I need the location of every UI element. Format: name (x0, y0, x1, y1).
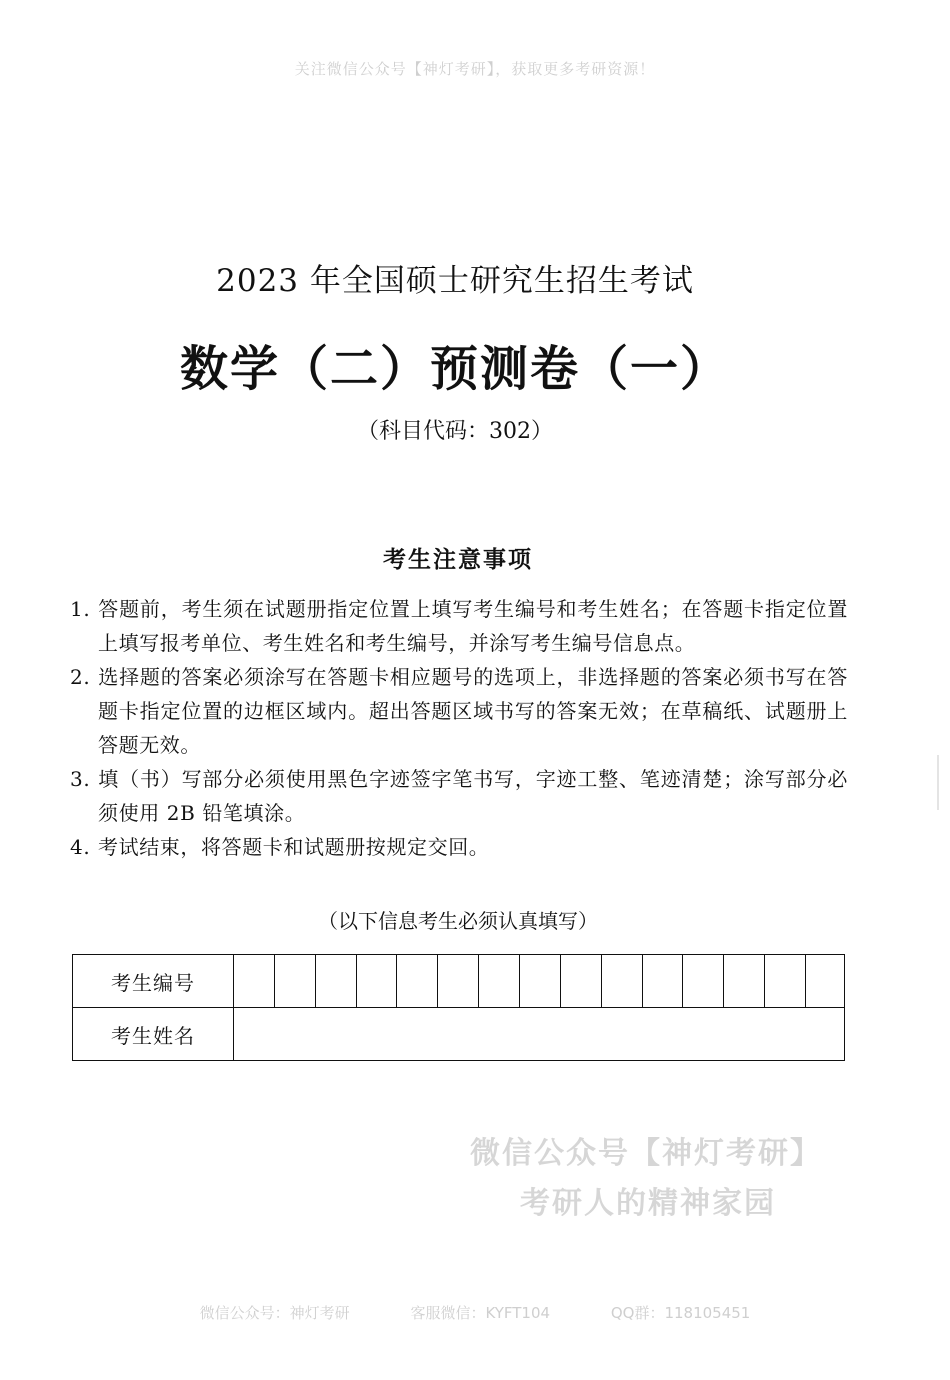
notice-text: 考试结束，将答题卡和试题册按规定交回。 (98, 835, 490, 859)
watermark-mid-line2: 考研人的精神家园 (520, 1186, 776, 1221)
candidate-id-digit-box[interactable] (520, 955, 561, 1007)
notice-text: 选择题的答案必须涂写在答题卡相应题号的选项上，非选择题的答案必须书写在答题卡指定位置的边框区域内。超出答题区域书写的答案无效；在草稿纸、试题册上答题无效。 (98, 665, 848, 757)
candidate-name-label: 考生姓名 (73, 1008, 234, 1061)
watermark-top: 关注微信公众号【神灯考研】，获取更多考研资源！ (294, 60, 656, 78)
notice-number: 3. (70, 767, 91, 791)
candidate-id-digit-box[interactable] (438, 955, 479, 1007)
watermark-wechat: 微信公众号：神灯考研 (199, 1304, 350, 1322)
candidate-id-digit-box[interactable] (561, 955, 602, 1007)
candidate-id-digit-box[interactable] (643, 955, 684, 1007)
watermark-mid-line1: 微信公众号【神灯考研】 (470, 1136, 822, 1171)
notice-item (70, 762, 848, 830)
notice-list (70, 592, 848, 864)
candidate-info-table (72, 954, 845, 1061)
candidate-id-digit-boxes[interactable] (234, 955, 846, 1007)
fill-note: （以下信息考生必须认真填写） (318, 909, 598, 933)
notice-item (70, 830, 848, 864)
exam-line: 2023 年全国硕士研究生招生考试 (216, 263, 694, 299)
subject-code: （科目代码：302） (357, 419, 553, 444)
candidate-id-label: 考生编号 (73, 955, 234, 1008)
candidate-id-field[interactable] (234, 955, 845, 1008)
scan-edge-mark (937, 755, 939, 810)
notice-text: 答题前，考生须在试题册指定位置上填写考生编号和考生姓名；在答题卡指定位置上填写报考单位、考生姓名和考生编号，并涂写考生编号信息点。 (98, 597, 848, 655)
notice-number: 1. (70, 597, 91, 621)
candidate-id-digit-box[interactable] (683, 955, 724, 1007)
candidate-name-row (73, 1008, 845, 1061)
notice-number: 4. (70, 835, 91, 859)
candidate-id-digit-box[interactable] (602, 955, 643, 1007)
notice-item (70, 660, 848, 762)
candidate-id-digit-box[interactable] (479, 955, 520, 1007)
candidate-id-digit-box[interactable] (316, 955, 357, 1007)
candidate-id-digit-box[interactable] (724, 955, 765, 1007)
candidate-id-digit-box[interactable] (234, 955, 275, 1007)
paper-title: 数学（二）预测卷（一） (179, 341, 730, 397)
notice-text: 填（书）写部分必须使用黑色字迹签字笔书写，字迹工整、笔迹清楚；涂写部分必须使用 2B 铅笔填涂。 (98, 767, 848, 825)
candidate-id-row (73, 955, 845, 1008)
candidate-name-field[interactable] (234, 1008, 845, 1061)
candidate-id-digit-box[interactable] (806, 955, 846, 1007)
notice-number: 2. (70, 665, 91, 689)
watermark-bottom (0, 1302, 950, 1323)
watermark-qq: QQ群：118105451 (610, 1304, 751, 1322)
watermark-service: 客服微信：KYFT104 (410, 1304, 551, 1322)
candidate-id-digit-box[interactable] (357, 955, 398, 1007)
candidate-id-digit-box[interactable] (397, 955, 438, 1007)
candidate-id-digit-box[interactable] (765, 955, 806, 1007)
notice-heading: 考生注意事项 (383, 547, 533, 573)
notice-item (70, 592, 848, 660)
candidate-id-digit-box[interactable] (275, 955, 316, 1007)
